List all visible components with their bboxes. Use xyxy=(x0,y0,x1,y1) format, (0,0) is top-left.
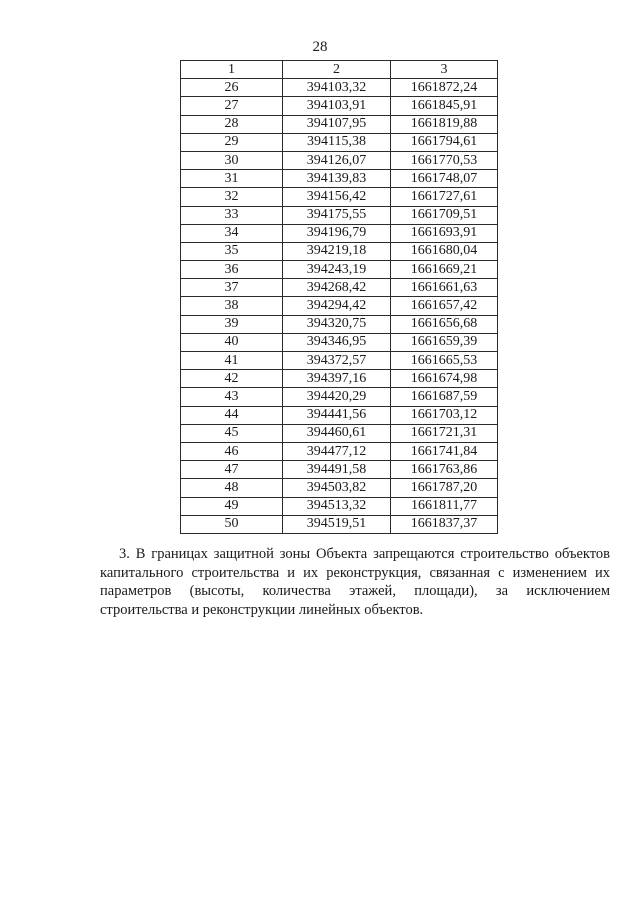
table-row xyxy=(181,315,498,333)
point-number-cell: 40 xyxy=(181,333,283,351)
y-coordinate-cell: 1661674,98 xyxy=(391,370,498,388)
table-row xyxy=(181,461,498,479)
table-row xyxy=(181,297,498,315)
point-number-cell: 31 xyxy=(181,170,283,188)
point-number-cell: 45 xyxy=(181,424,283,442)
point-number-cell: 43 xyxy=(181,388,283,406)
table-row xyxy=(181,352,498,370)
x-coordinate-cell: 394103,91 xyxy=(283,97,391,115)
point-number-cell: 46 xyxy=(181,442,283,460)
x-coordinate-cell: 394513,32 xyxy=(283,497,391,515)
x-coordinate-cell: 394491,58 xyxy=(283,461,391,479)
y-coordinate-cell: 1661693,91 xyxy=(391,224,498,242)
table-row xyxy=(181,406,498,424)
point-number-cell: 50 xyxy=(181,515,283,533)
y-coordinate-cell: 1661657,42 xyxy=(391,297,498,315)
table-row xyxy=(181,97,498,115)
x-coordinate-cell: 394268,42 xyxy=(283,279,391,297)
column-header: 1 xyxy=(181,61,283,79)
x-coordinate-cell: 394115,38 xyxy=(283,133,391,151)
point-number-cell: 28 xyxy=(181,115,283,133)
point-number-cell: 35 xyxy=(181,242,283,260)
x-coordinate-cell: 394219,18 xyxy=(283,242,391,260)
table-header-row xyxy=(181,61,498,79)
point-number-cell: 26 xyxy=(181,79,283,97)
y-coordinate-cell: 1661794,61 xyxy=(391,133,498,151)
point-number-cell: 27 xyxy=(181,97,283,115)
point-number-cell: 44 xyxy=(181,406,283,424)
point-number-cell: 49 xyxy=(181,497,283,515)
table-row xyxy=(181,188,498,206)
table-row xyxy=(181,388,498,406)
table-row xyxy=(181,224,498,242)
x-coordinate-cell: 394441,56 xyxy=(283,406,391,424)
point-number-cell: 32 xyxy=(181,188,283,206)
x-coordinate-cell: 394175,55 xyxy=(283,206,391,224)
y-coordinate-cell: 1661703,12 xyxy=(391,406,498,424)
y-coordinate-cell: 1661721,31 xyxy=(391,424,498,442)
point-number-cell: 41 xyxy=(181,352,283,370)
x-coordinate-cell: 394372,57 xyxy=(283,352,391,370)
x-coordinate-cell: 394460,61 xyxy=(283,424,391,442)
x-coordinate-cell: 394420,29 xyxy=(283,388,391,406)
y-coordinate-cell: 1661665,53 xyxy=(391,352,498,370)
point-number-cell: 47 xyxy=(181,461,283,479)
table-body xyxy=(181,79,498,534)
table-row xyxy=(181,79,498,97)
point-number-cell: 42 xyxy=(181,370,283,388)
table-row xyxy=(181,170,498,188)
table-row xyxy=(181,151,498,169)
x-coordinate-cell: 394103,32 xyxy=(283,79,391,97)
y-coordinate-cell: 1661680,04 xyxy=(391,242,498,260)
y-coordinate-cell: 1661661,63 xyxy=(391,279,498,297)
y-coordinate-cell: 1661659,39 xyxy=(391,333,498,351)
table-row xyxy=(181,424,498,442)
point-number-cell: 30 xyxy=(181,151,283,169)
point-number-cell: 37 xyxy=(181,279,283,297)
point-number-cell: 36 xyxy=(181,261,283,279)
y-coordinate-cell: 1661656,68 xyxy=(391,315,498,333)
x-coordinate-cell: 394243,19 xyxy=(283,261,391,279)
x-coordinate-cell: 394294,42 xyxy=(283,297,391,315)
x-coordinate-cell: 394320,75 xyxy=(283,315,391,333)
y-coordinate-cell: 1661709,51 xyxy=(391,206,498,224)
table-row xyxy=(181,479,498,497)
table-row xyxy=(181,242,498,260)
table-row xyxy=(181,115,498,133)
point-number-cell: 29 xyxy=(181,133,283,151)
coordinates-table xyxy=(180,60,498,534)
column-header: 2 xyxy=(283,61,391,79)
table-row xyxy=(181,333,498,351)
x-coordinate-cell: 394477,12 xyxy=(283,442,391,460)
point-number-cell: 48 xyxy=(181,479,283,497)
point-number-cell: 38 xyxy=(181,297,283,315)
y-coordinate-cell: 1661770,53 xyxy=(391,151,498,169)
y-coordinate-cell: 1661727,61 xyxy=(391,188,498,206)
table-row xyxy=(181,279,498,297)
y-coordinate-cell: 1661748,07 xyxy=(391,170,498,188)
table-row xyxy=(181,370,498,388)
x-coordinate-cell: 394126,07 xyxy=(283,151,391,169)
point-number-cell: 34 xyxy=(181,224,283,242)
column-header: 3 xyxy=(391,61,498,79)
y-coordinate-cell: 1661811,77 xyxy=(391,497,498,515)
y-coordinate-cell: 1661787,20 xyxy=(391,479,498,497)
table-row xyxy=(181,442,498,460)
table-row xyxy=(181,133,498,151)
table-row xyxy=(181,515,498,533)
y-coordinate-cell: 1661845,91 xyxy=(391,97,498,115)
y-coordinate-cell: 1661819,88 xyxy=(391,115,498,133)
page-number: 28 xyxy=(312,39,328,55)
x-coordinate-cell: 394397,16 xyxy=(283,370,391,388)
restriction-paragraph: 3. В границах защитной зоны Объекта запрещаются строительство объектов капитального строительства и их реконструкция, связанная с изменением их параметров (высоты, количества этажей, площади), за исключением строительства и реконструкции линейных объектов. xyxy=(100,546,610,618)
x-coordinate-cell: 394107,95 xyxy=(283,115,391,133)
x-coordinate-cell: 394139,83 xyxy=(283,170,391,188)
table-row xyxy=(181,497,498,515)
point-number-cell: 39 xyxy=(181,315,283,333)
x-coordinate-cell: 394519,51 xyxy=(283,515,391,533)
table-row xyxy=(181,206,498,224)
y-coordinate-cell: 1661669,21 xyxy=(391,261,498,279)
y-coordinate-cell: 1661741,84 xyxy=(391,442,498,460)
y-coordinate-cell: 1661872,24 xyxy=(391,79,498,97)
x-coordinate-cell: 394156,42 xyxy=(283,188,391,206)
point-number-cell: 33 xyxy=(181,206,283,224)
y-coordinate-cell: 1661687,59 xyxy=(391,388,498,406)
x-coordinate-cell: 394503,82 xyxy=(283,479,391,497)
x-coordinate-cell: 394196,79 xyxy=(283,224,391,242)
table-row xyxy=(181,261,498,279)
x-coordinate-cell: 394346,95 xyxy=(283,333,391,351)
y-coordinate-cell: 1661763,86 xyxy=(391,461,498,479)
y-coordinate-cell: 1661837,37 xyxy=(391,515,498,533)
